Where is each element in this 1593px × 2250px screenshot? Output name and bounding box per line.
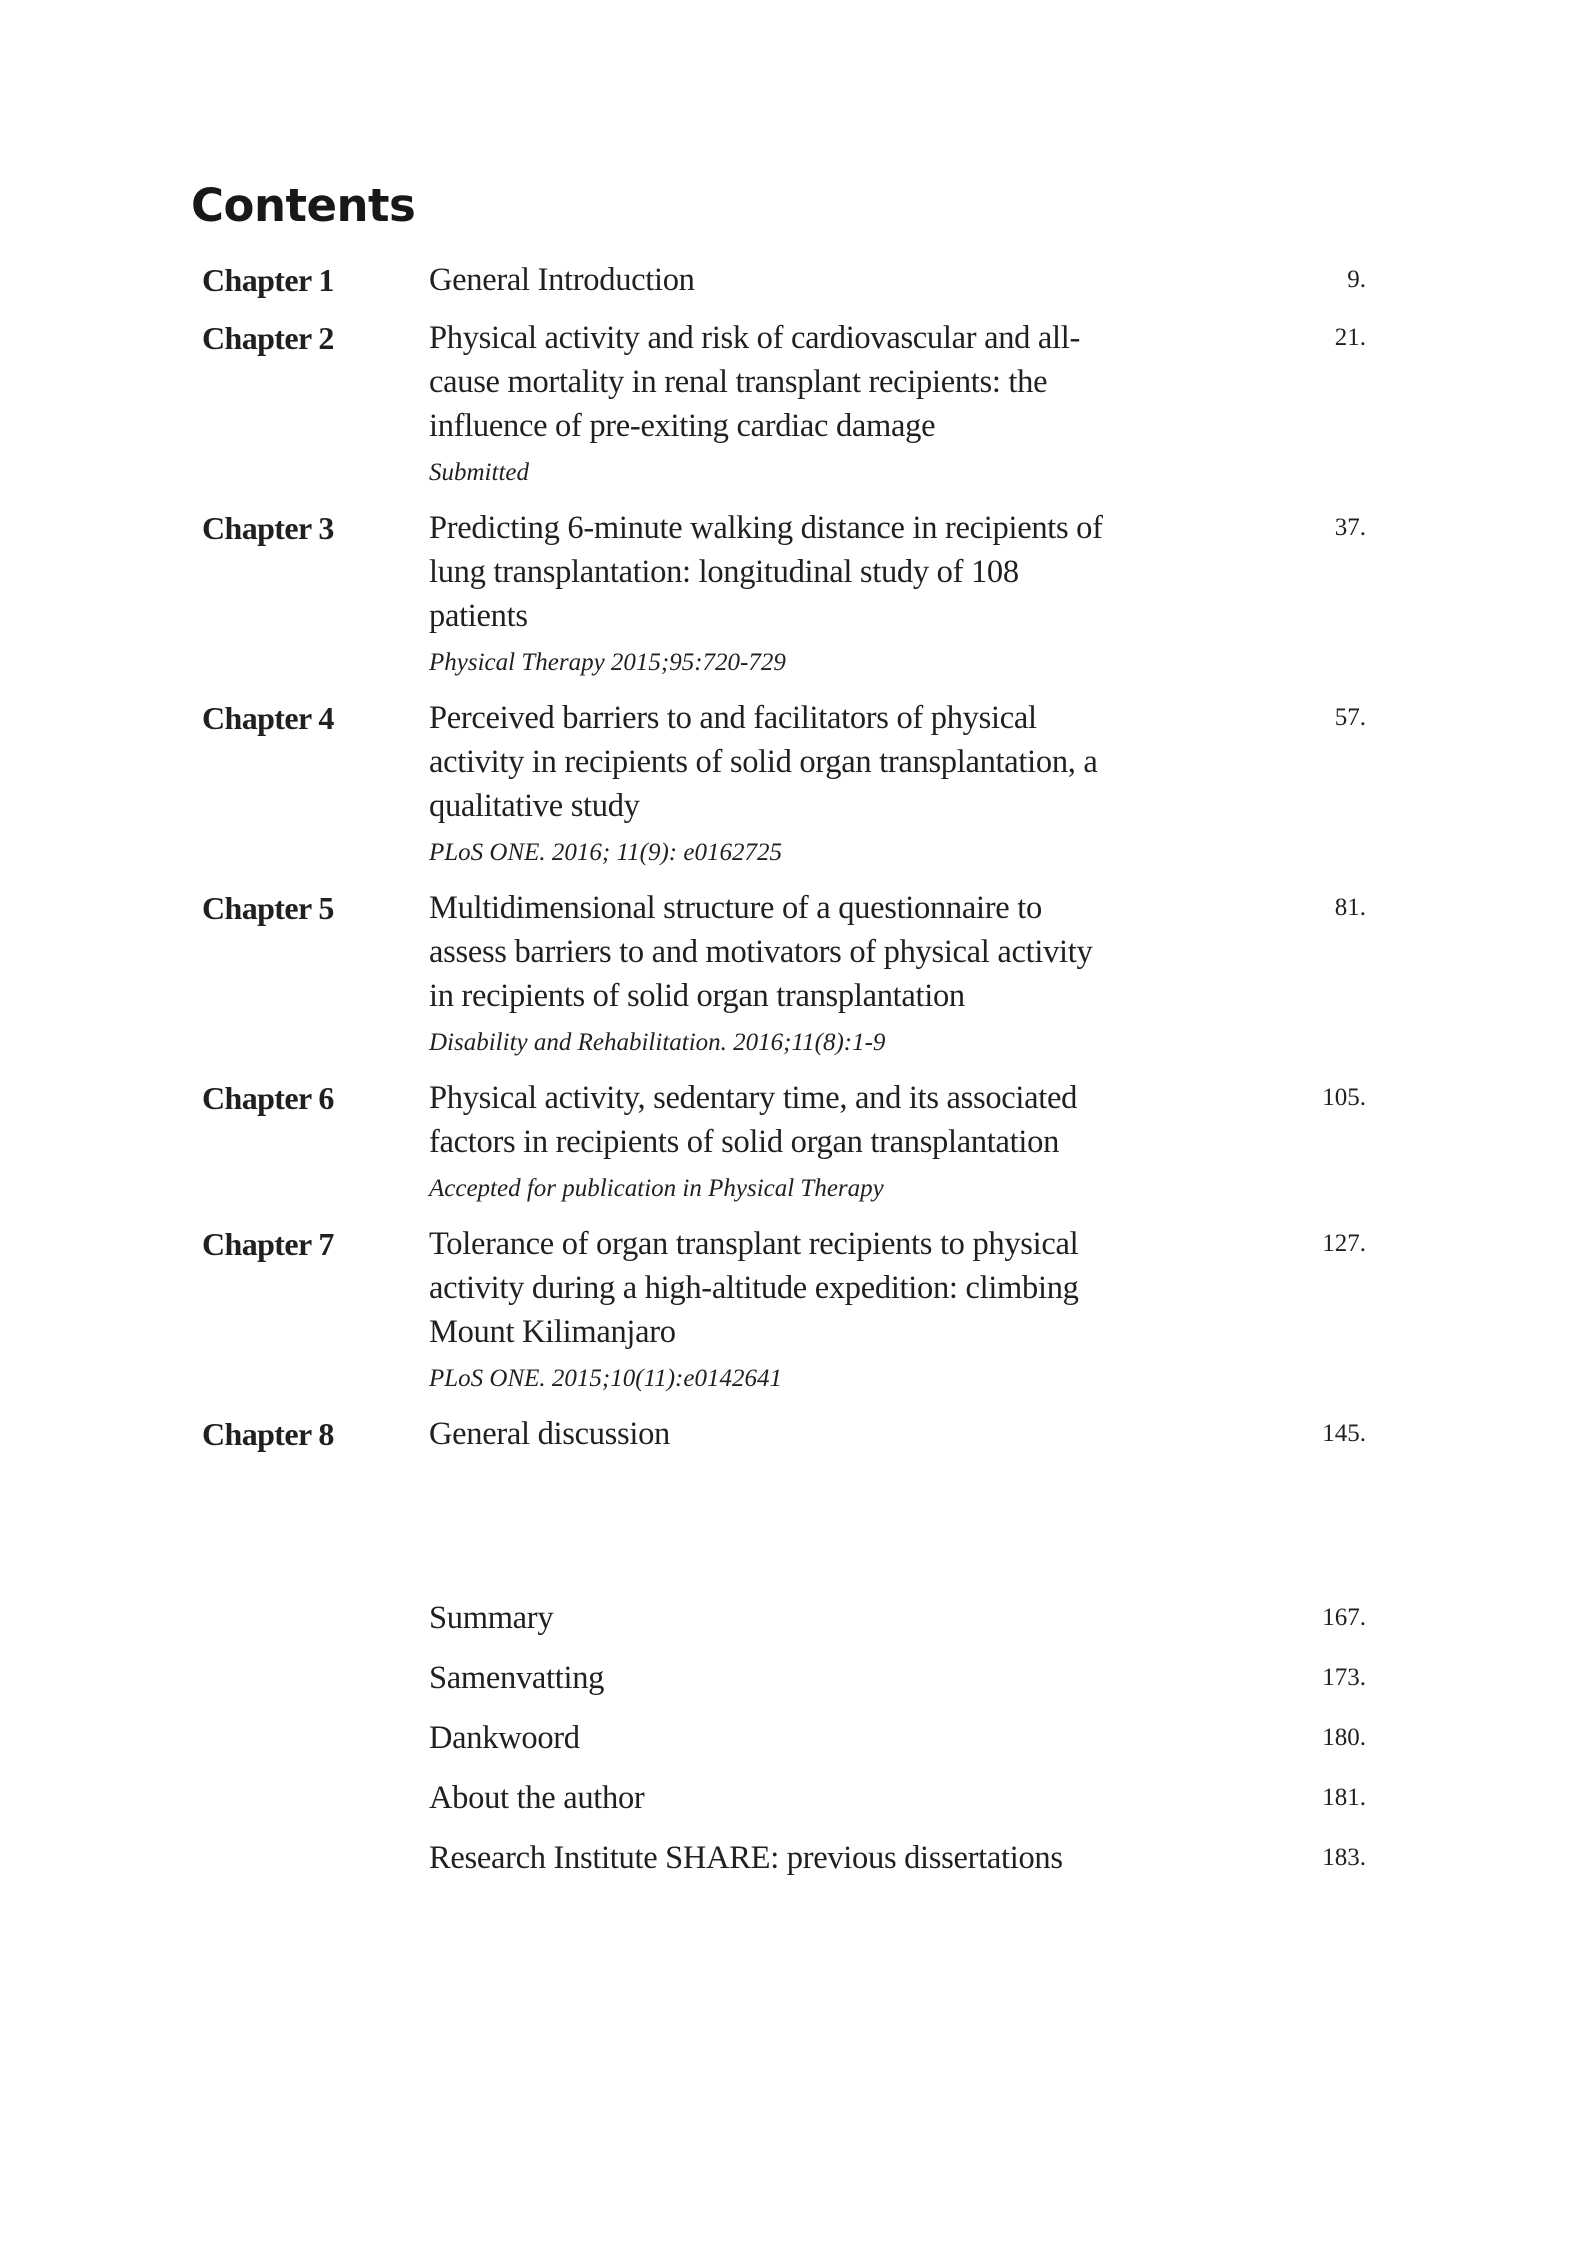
backmatter-title: Research Institute SHARE: previous dissertations bbox=[429, 1840, 1063, 1876]
backmatter-title: Summary bbox=[429, 1600, 554, 1636]
toc-entry-chapter-6 bbox=[202, 1076, 1366, 1208]
page-number: 21. bbox=[1334, 324, 1366, 351]
chapter-title: Perceived barriers to and facilitators of physical activity in recipients of solid organ transplantation, a qualitative study bbox=[429, 700, 1098, 824]
chapter-label: Chapter 5 bbox=[202, 890, 334, 926]
chapter-body bbox=[429, 506, 1109, 682]
chapter-body bbox=[429, 258, 1109, 302]
page-number: 127. bbox=[1322, 1230, 1366, 1257]
toc-entry-chapter-4 bbox=[202, 696, 1366, 872]
chapter-body bbox=[429, 696, 1109, 872]
page-number: 167. bbox=[1322, 1604, 1366, 1631]
chapter-label: Chapter 3 bbox=[202, 510, 334, 546]
chapter-title: Multidimensional structure of a questionnaire to assess barriers to and motivators of physical activity in recipients of solid organ transplantation bbox=[429, 890, 1093, 1014]
backmatter-title: About the author bbox=[429, 1780, 645, 1816]
page-number: 183. bbox=[1322, 1844, 1366, 1871]
publication-note: Physical Therapy 2015;95:720-729 bbox=[429, 649, 786, 676]
backmatter-body bbox=[429, 1836, 1109, 1880]
page-number: 57. bbox=[1334, 704, 1366, 731]
chapter-label: Chapter 2 bbox=[202, 320, 334, 356]
toc-entry-samenvatting bbox=[202, 1656, 1366, 1716]
chapter-label: Chapter 1 bbox=[202, 262, 334, 298]
chapter-list bbox=[202, 258, 1366, 1470]
chapter-body bbox=[429, 886, 1109, 1062]
page-number: 81. bbox=[1334, 894, 1366, 921]
chapter-label: Chapter 8 bbox=[202, 1416, 334, 1452]
backmatter-title: Samenvatting bbox=[429, 1660, 605, 1696]
page-title: Contents bbox=[191, 179, 416, 232]
chapter-label: Chapter 4 bbox=[202, 700, 334, 736]
publication-note: Submitted bbox=[429, 459, 529, 486]
toc-entry-chapter-3 bbox=[202, 506, 1366, 682]
chapter-label: Chapter 6 bbox=[202, 1080, 334, 1116]
page-number: 180. bbox=[1322, 1724, 1366, 1751]
chapter-title: General Introduction bbox=[429, 262, 695, 298]
toc-entry-about-the-author bbox=[202, 1776, 1366, 1836]
chapter-label: Chapter 7 bbox=[202, 1226, 334, 1262]
publication-note: Disability and Rehabilitation. 2016;11(8):1-9 bbox=[429, 1029, 886, 1056]
chapter-body bbox=[429, 1412, 1109, 1456]
toc-entry-chapter-8 bbox=[202, 1412, 1366, 1456]
backmatter-body bbox=[429, 1776, 1109, 1820]
page-number: 9. bbox=[1347, 266, 1366, 293]
chapter-body bbox=[429, 1222, 1109, 1398]
toc-entry-chapter-7 bbox=[202, 1222, 1366, 1398]
backmatter-body bbox=[429, 1656, 1109, 1700]
backmatter-body bbox=[429, 1596, 1109, 1640]
chapter-title: Physical activity, sedentary time, and its associated factors in recipients of solid organ transplantation bbox=[429, 1080, 1078, 1160]
chapter-title: Tolerance of organ transplant recipients to physical activity during a high-altitude expedition: climbing Mount Kilimanjaro bbox=[429, 1226, 1079, 1350]
chapter-title: Physical activity and risk of cardiovascular and all-cause mortality in renal transplant recipients: the influence of pre-exiting cardiac damage bbox=[429, 320, 1081, 444]
page-number: 173. bbox=[1322, 1664, 1366, 1691]
page-number: 105. bbox=[1322, 1084, 1366, 1111]
backmatter-title: Dankwoord bbox=[429, 1720, 580, 1756]
publication-note: PLoS ONE. 2015;10(11):e0142641 bbox=[429, 1365, 782, 1392]
toc-entry-chapter-1 bbox=[202, 258, 1366, 302]
page-number: 145. bbox=[1322, 1420, 1366, 1447]
chapter-title: Predicting 6-minute walking distance in recipients of lung transplantation: longitudinal study of 108 patients bbox=[429, 510, 1103, 634]
toc-entry-dankwoord bbox=[202, 1716, 1366, 1776]
backmatter-body bbox=[429, 1716, 1109, 1760]
publication-note: Accepted for publication in Physical Therapy bbox=[429, 1175, 884, 1202]
toc-entry-summary bbox=[202, 1596, 1366, 1656]
toc-entry-previous-dissertations bbox=[202, 1836, 1366, 1896]
backmatter-list bbox=[202, 1596, 1366, 1896]
page-number: 37. bbox=[1334, 514, 1366, 541]
chapter-body bbox=[429, 1076, 1109, 1208]
chapter-body bbox=[429, 316, 1109, 492]
toc-entry-chapter-2 bbox=[202, 316, 1366, 492]
chapter-title: General discussion bbox=[429, 1416, 671, 1452]
page-number: 181. bbox=[1322, 1784, 1366, 1811]
toc-entry-chapter-5 bbox=[202, 886, 1366, 1062]
publication-note: PLoS ONE. 2016; 11(9): e0162725 bbox=[429, 839, 782, 866]
